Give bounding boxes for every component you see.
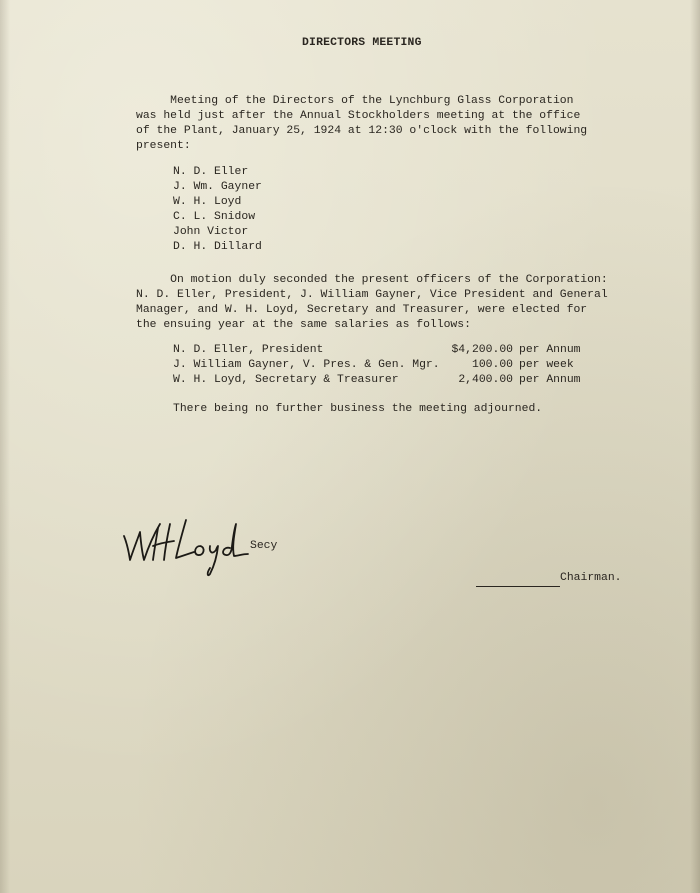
salary-row <box>173 373 581 388</box>
salary-officer: W. H. Loyd, Secretary & Treasurer <box>173 374 399 386</box>
attendee-item: W. H. Loyd <box>173 196 242 208</box>
motion-line: Manager, and W. H. Loyd, Secretary and Treasurer, were elected for <box>136 304 588 316</box>
salary-period: per Annum <box>519 374 581 386</box>
page-edge-shadow-right <box>690 0 700 893</box>
salary-row <box>173 358 581 373</box>
attendee-item: N. D. Eller <box>173 166 249 178</box>
motion-line: the ensuing year at the same salaries as follows: <box>136 319 471 331</box>
secretary-signature <box>120 510 260 580</box>
attendee-item: J. Wm. Gayner <box>173 181 262 193</box>
secy-label: Secy <box>250 540 278 552</box>
intro-line: Meeting of the Directors of the Lynchburg Glass Corporation <box>136 95 574 107</box>
attendees-list <box>173 165 262 255</box>
salary-row <box>173 343 581 358</box>
motion-paragraph <box>136 273 656 333</box>
intro-paragraph <box>136 94 636 154</box>
attendee-item: John Victor <box>173 226 249 238</box>
salary-amount: 2,400.00 <box>458 374 513 386</box>
intro-line: was held just after the Annual Stockholders meeting at the office <box>136 110 581 122</box>
salary-amount: $4,200.00 <box>451 344 513 356</box>
salary-officer: N. D. Eller, President <box>173 344 324 356</box>
attendee-item: D. H. Dillard <box>173 241 262 253</box>
salary-period: per week <box>519 359 574 371</box>
page-edge-shadow-left <box>0 0 10 893</box>
intro-line: of the Plant, January 25, 1924 at 12:30 o'clock with the following <box>136 125 588 137</box>
closing-paragraph <box>173 402 613 417</box>
motion-line: On motion duly seconded the present officers of the Corporation: <box>136 274 608 286</box>
chairman-signature-line <box>476 586 560 587</box>
document-title: DIRECTORS MEETING <box>302 37 422 49</box>
closing-line: There being no further business the meeting adjourned. <box>173 403 543 415</box>
chairman-label: Chairman. <box>560 572 622 584</box>
salary-table <box>173 343 581 388</box>
salary-officer: J. William Gayner, V. Pres. & Gen. Mgr. <box>173 359 440 371</box>
salary-period: per Annum <box>519 344 581 356</box>
motion-line: N. D. Eller, President, J. William Gayner, Vice President and General <box>136 289 608 301</box>
salary-amount: 100.00 <box>471 359 513 371</box>
attendee-item: C. L. Snidow <box>173 211 256 223</box>
intro-line: present: <box>136 140 191 152</box>
